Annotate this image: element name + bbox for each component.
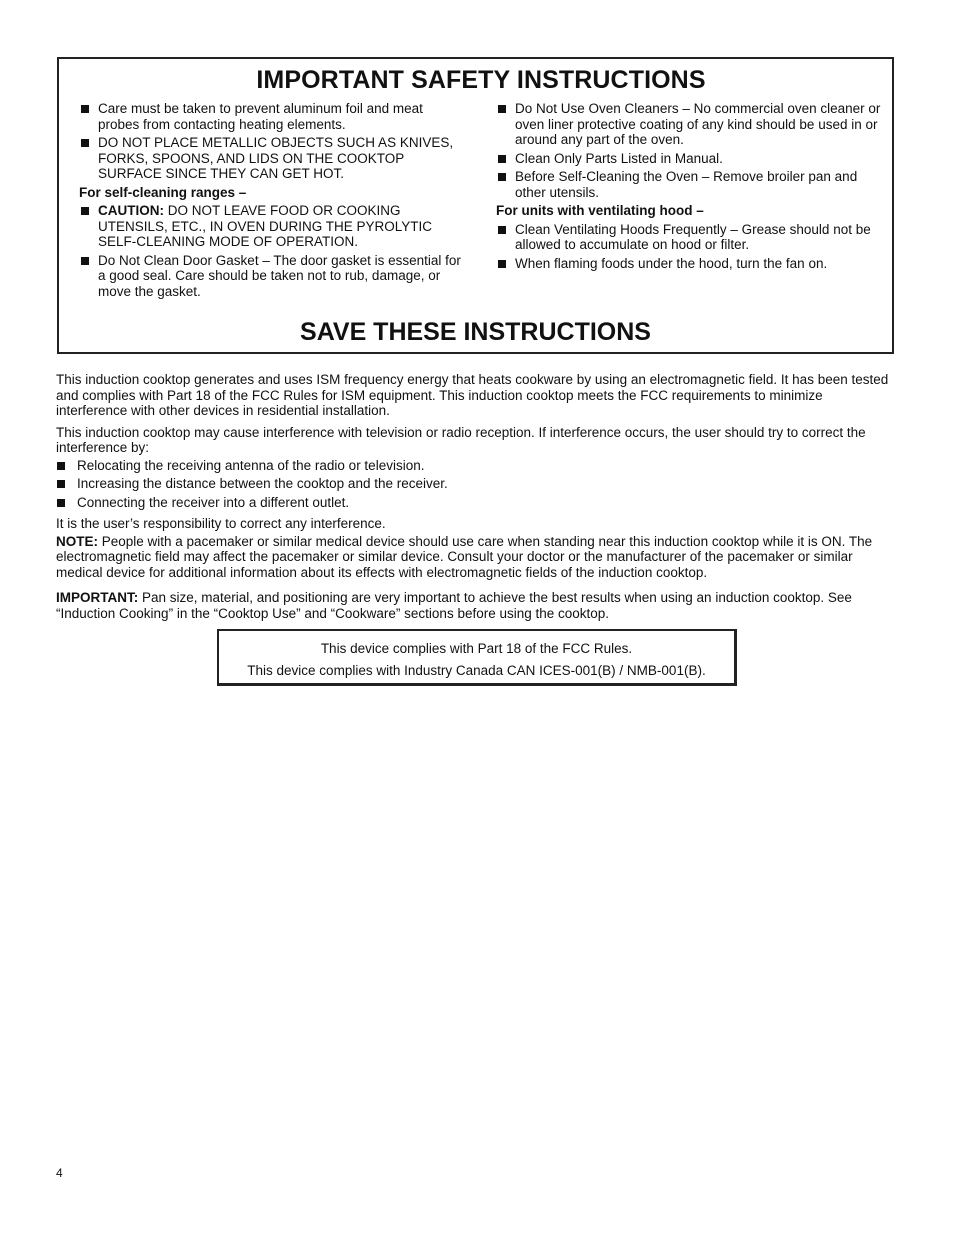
list-item: Do Not Use Oven Cleaners – No commercial oven cleaner or oven liner protective coating of any kind should be used in or around any part of the oven.: [496, 101, 883, 148]
note-label: NOTE:: [56, 533, 98, 549]
paragraph: This induction cooktop may cause interference with television or radio reception. If interference occurs, the user should try to correct the interference by:: [56, 424, 866, 455]
safety-right-column: [496, 101, 883, 302]
list-item: Increasing the distance between the cooktop and the receiver.: [56, 476, 896, 492]
safety-instructions-box: [57, 57, 894, 354]
list-item: Do Not Clean Door Gasket – The door gasket is essential for a good seal. Care should be taken not to rub, damage, or move the gasket.: [79, 253, 465, 300]
safety-left-column: [79, 101, 465, 302]
list-item: Care must be taken to prevent aluminum foil and meat probes from contacting heating elements.: [79, 101, 465, 132]
self-cleaning-subhead: For self-cleaning ranges –: [79, 184, 247, 200]
fcc-line-2: This device complies with Industry Canada CAN ICES-001(B) / NMB-001(B).: [247, 663, 706, 678]
important-paragraph: [56, 590, 896, 621]
list-item: Clean Ventilating Hoods Frequently – Grease should not be allowed to accumulate on hood or filter.: [496, 222, 883, 253]
paragraph: It is the user’s responsibility to correct any interference.: [56, 516, 386, 531]
page-number: 4: [56, 1166, 63, 1180]
important-label: IMPORTANT:: [56, 590, 139, 605]
list-item: When flaming foods under the hood, turn the fan on.: [496, 256, 883, 272]
note-text: People with a pacemaker or similar medical device should use care when standing near this induction cooktop while it is ON. The electromagnetic field may affect the pacemaker or similar device. Consult your doctor or the manufacturer of the pacemaker or similar medical device for additional information about its effects with electromagnetic fields of the induction cooktop.: [56, 533, 873, 580]
list-item: DO NOT PLACE METALLIC OBJECTS SUCH AS KNIVES, FORKS, SPOONS, AND LIDS ON THE COOKTOP SURFACE SINCE THEY CAN GET HOT.: [79, 135, 465, 182]
safety-title: IMPORTANT SAFETY INSTRUCTIONS: [256, 66, 706, 94]
caution-text: DO NOT LEAVE FOOD OR COOKING UTENSILS, ETC., IN OVEN DURING THE PYROLYTIC SELF-CLEANING MODE OF OPERATION.: [98, 203, 433, 249]
safety-columns: [79, 101, 883, 302]
list-item: Before Self-Cleaning the Oven – Remove broiler pan and other utensils.: [496, 169, 883, 200]
list-item: Connecting the receiver into a different outlet.: [56, 495, 896, 511]
important-text: Pan size, material, and positioning are very important to achieve the best results when using an induction cooktop. See “Induction Cooking” in the “Cooktop Use” and “Cookware” sections before using the cooktop.: [56, 590, 852, 621]
caution-item: [79, 203, 465, 250]
ventilating-hood-subhead: For units with ventilating hood –: [496, 203, 704, 218]
fcc-compliance-box: [217, 629, 737, 686]
list-item: Clean Only Parts Listed in Manual.: [496, 151, 883, 167]
note-paragraph: [56, 534, 896, 581]
list-item: Relocating the receiving antenna of the radio or television.: [56, 458, 896, 474]
save-instructions-title: SAVE THESE INSTRUCTIONS: [300, 318, 651, 346]
fcc-body-text: [56, 372, 896, 627]
caution-label: CAUTION:: [98, 203, 164, 218]
paragraph: This induction cooktop generates and uses ISM frequency energy that heats cookware by using an electromagnetic field. It has been tested and complies with Part 18 of the FCC Rules for ISM equipment. This induction cooktop meets the FCC requirements to minimize interference with other devices in residential installation.: [56, 372, 889, 418]
fcc-line-1: This device complies with Part 18 of the FCC Rules.: [320, 641, 633, 656]
